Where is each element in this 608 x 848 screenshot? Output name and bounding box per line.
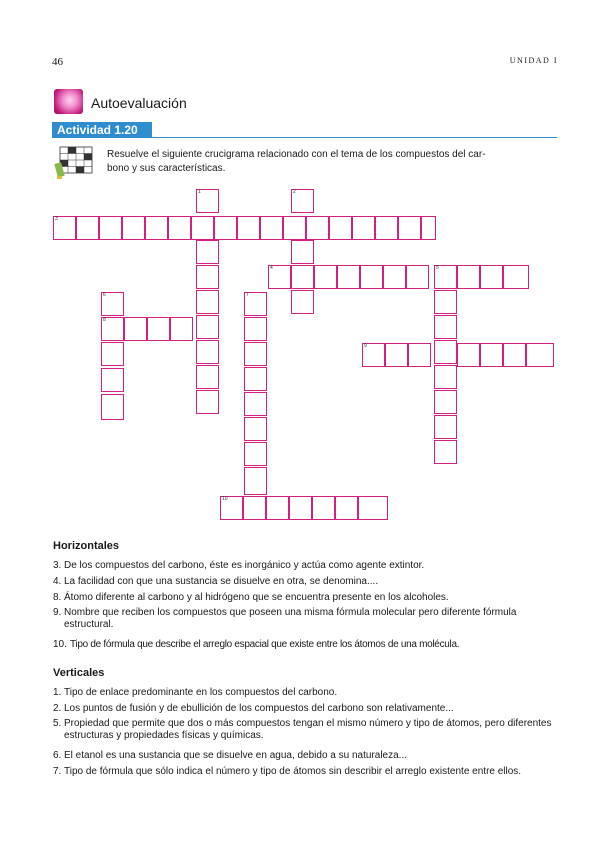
crossword-cell[interactable] xyxy=(243,496,266,520)
clue-text: Los puntos de fusión y de ebullición de los compuestos del carbono son relativamente... xyxy=(64,703,454,714)
crossword-cell[interactable] xyxy=(480,265,503,289)
section-title: Autoevaluación xyxy=(91,95,187,111)
clue-text: Propiedad que permite que dos o más compuestos tengan el mismo número y tipo de átomos, pero diferentes estructuras y propiedades físicas y químicas. xyxy=(64,718,552,741)
crossword-cell[interactable] xyxy=(122,216,145,240)
crossword-cell[interactable] xyxy=(526,343,554,367)
clue-number: 2. xyxy=(53,703,62,714)
instructions xyxy=(107,148,555,176)
clue-item xyxy=(53,607,558,631)
clue-number: 9. xyxy=(53,607,62,618)
crossword-cell[interactable] xyxy=(266,496,289,520)
crossword-cell[interactable] xyxy=(503,265,529,289)
crossword-cell[interactable] xyxy=(283,216,306,240)
crossword-cell[interactable] xyxy=(398,216,421,240)
clue-item xyxy=(53,639,558,651)
horizontal-clues-title: Horizontales xyxy=(53,540,120,552)
cell-number: 2 xyxy=(293,189,296,195)
crossword-cell[interactable] xyxy=(244,442,267,466)
crossword-cell[interactable] xyxy=(214,216,237,240)
instructions-line-1: Resuelve el siguiente crucigrama relacionado con el tema de los compuestos del car- xyxy=(107,149,486,160)
crossword-cell[interactable] xyxy=(237,216,260,240)
crossword-cell[interactable] xyxy=(170,317,193,341)
clue-number: 10. xyxy=(53,639,67,650)
crossword-cell[interactable] xyxy=(358,496,388,520)
clue-number: 1. xyxy=(53,687,62,698)
crossword-cell[interactable] xyxy=(329,216,352,240)
crossword-cell[interactable] xyxy=(306,216,329,240)
clue-item xyxy=(53,766,558,778)
crossword-cell[interactable] xyxy=(196,290,219,314)
crossword-cell[interactable] xyxy=(375,216,398,240)
clue-text: Tipo de enlace predominante en los compuestos del carbono. xyxy=(64,687,338,698)
crossword-cell[interactable] xyxy=(147,317,170,341)
clue-number: 6. xyxy=(53,750,62,761)
crossword-cell[interactable] xyxy=(191,216,214,240)
clue-item xyxy=(53,560,558,572)
crossword-cell[interactable] xyxy=(503,343,526,367)
crossword-cell[interactable] xyxy=(406,265,429,289)
clue-text: Tipo de fórmula que describe el arreglo espacial que existe entre los átomos de una molécula. xyxy=(70,639,460,650)
crossword-cell[interactable] xyxy=(434,390,457,414)
cell-number: 3 xyxy=(55,216,58,222)
vertical-clues-title: Verticales xyxy=(53,667,105,679)
clue-text: Átomo diferente al carbono y al hidrógeno que se encuentra presente en los alcoholes. xyxy=(64,592,449,603)
cell-number: 4 xyxy=(270,265,273,271)
crossword-cell[interactable] xyxy=(168,216,191,240)
cell-number: 5 xyxy=(436,265,439,271)
crossword-cell[interactable] xyxy=(101,342,124,366)
page-number: 46 xyxy=(52,56,63,68)
cell-number: 8 xyxy=(103,317,106,323)
cell-number: 9 xyxy=(364,343,367,349)
crossword-cell[interactable] xyxy=(244,467,267,495)
clue-item xyxy=(53,718,558,742)
crossword-cell[interactable] xyxy=(124,317,147,341)
crossword-cell[interactable] xyxy=(99,216,122,240)
crossword-cell[interactable] xyxy=(196,240,219,264)
crossword-cell[interactable] xyxy=(196,265,219,289)
crossword-cell[interactable] xyxy=(312,496,335,520)
clue-number: 5. xyxy=(53,718,62,729)
activity-label: Actividad 1.20 xyxy=(57,123,138,137)
crossword-cell[interactable] xyxy=(291,265,314,289)
crossword-cell[interactable] xyxy=(457,265,480,289)
crossword-cell[interactable] xyxy=(314,265,337,289)
clue-text: De los compuestos del carbono, éste es inorgánico y actúa como agente extintor. xyxy=(64,560,425,571)
clue-number: 3. xyxy=(53,560,62,571)
crossword-cell[interactable] xyxy=(196,390,219,414)
clue-text: Nombre que reciben los compuestos que poseen una misma fórmula molecular pero diferente fórmula estructural. xyxy=(64,607,517,630)
clue-number: 8. xyxy=(53,592,62,603)
crossword-cell[interactable] xyxy=(244,342,267,366)
crossword-cell[interactable] xyxy=(244,392,267,416)
crossword-cell[interactable] xyxy=(421,216,436,240)
clue-text: La facilidad con que una sustancia se disuelve en otra, se denomina.... xyxy=(64,576,379,587)
clue-item xyxy=(53,687,558,699)
crossword-cell[interactable] xyxy=(434,315,457,339)
crossword-cell[interactable] xyxy=(352,216,375,240)
clue-item xyxy=(53,592,558,604)
crossword-cell[interactable] xyxy=(335,496,358,520)
crossword-cell[interactable] xyxy=(196,315,219,339)
crossword-cell[interactable] xyxy=(480,343,503,367)
crossword-cell[interactable] xyxy=(385,343,408,367)
crossword-cell[interactable] xyxy=(76,216,99,240)
crossword-cell[interactable] xyxy=(101,394,124,420)
crossword-cell[interactable] xyxy=(383,265,406,289)
crossword-cell[interactable] xyxy=(434,290,457,314)
cell-number: 10 xyxy=(222,496,228,502)
clue-number: 7. xyxy=(53,766,62,777)
crossword-cell[interactable] xyxy=(145,216,168,240)
crossword-cell[interactable] xyxy=(291,240,314,264)
crossword-cell[interactable] xyxy=(337,265,360,289)
crossword-cell[interactable] xyxy=(101,368,124,392)
clue-text: El etanol es una sustancia que se disuelve en agua, debido a su naturaleza... xyxy=(64,750,408,761)
crossword-cell[interactable] xyxy=(434,340,457,364)
crossword-icon xyxy=(54,143,96,181)
crossword-cell[interactable] xyxy=(434,365,457,389)
crossword-cell[interactable] xyxy=(196,365,219,389)
clue-item xyxy=(53,750,558,762)
crossword-cell[interactable] xyxy=(408,343,431,367)
crossword-cell[interactable] xyxy=(244,367,267,391)
crossword-cell[interactable] xyxy=(196,340,219,364)
unit-label: UNIDAD I xyxy=(509,56,558,65)
crossword-cell[interactable] xyxy=(457,343,480,367)
crossword-cell[interactable] xyxy=(291,290,314,314)
crossword-cell[interactable] xyxy=(434,440,457,464)
crossword-cell[interactable] xyxy=(360,265,383,289)
self-evaluation-icon xyxy=(54,89,83,114)
crossword-cell[interactable] xyxy=(434,415,457,439)
crossword-cell[interactable] xyxy=(289,496,312,520)
crossword-cell[interactable] xyxy=(260,216,283,240)
cell-number: 7 xyxy=(246,292,249,298)
crossword-cell[interactable] xyxy=(244,317,267,341)
cell-number: 1 xyxy=(198,189,201,195)
clue-item xyxy=(53,703,558,715)
instructions-line-2: bono y sus características. xyxy=(107,163,226,174)
activity-divider xyxy=(52,137,557,138)
cell-number: 6 xyxy=(103,292,106,298)
clue-item xyxy=(53,576,558,588)
crossword-cell[interactable] xyxy=(244,417,267,441)
clue-number: 4. xyxy=(53,576,62,587)
clue-text: Tipo de fórmula que sólo indica el número y tipo de átomos sin describir el arreglo existente entre ellos. xyxy=(64,766,522,777)
